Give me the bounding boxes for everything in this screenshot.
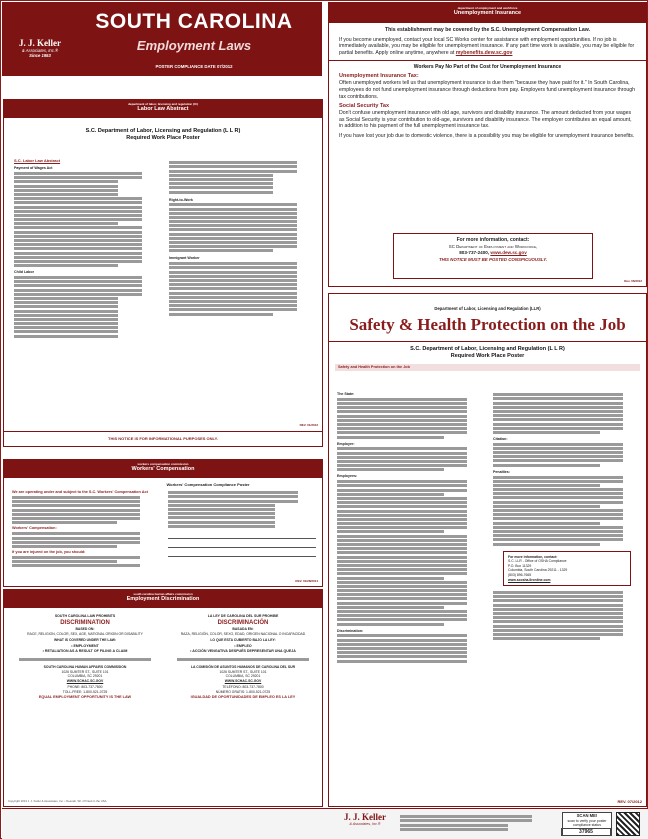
contact-title: For more information, contact: xyxy=(456,237,530,243)
workers-comp-left-column xyxy=(12,490,158,582)
safety-right-column xyxy=(493,392,641,796)
poster-code: 37965 xyxy=(561,828,611,836)
labor-law-title: Labor Law Abstract xyxy=(137,106,189,112)
unemployment-panel xyxy=(328,2,647,287)
unemployment-title: Unemployment Insurance xyxy=(453,10,522,16)
workers-comp-dept: workers compensation commission xyxy=(137,462,189,466)
workers-comp-employee-title: Workers' Compensation: xyxy=(12,526,57,531)
contact-phone: 803-737-2400, xyxy=(459,250,490,255)
scan-label: SCAN ME! xyxy=(576,813,598,818)
logo-subtitle: & Associates, Inc.® xyxy=(21,48,59,53)
es-website[interactable]: WWW.SCHAC.SC.GOV xyxy=(224,678,262,683)
domestic-violence-text: If you have lost your job due to domestic violence, there is a possibility you may be eligible for unemployment insurance benefits. xyxy=(339,132,635,139)
es-slogan: IGUALDAD DE OPORTUNIDADES DE EMPLEO ES LA LEY xyxy=(190,695,296,699)
sub-penalties: Penalties: xyxy=(493,469,510,474)
wages-title: Payment of Wages Act xyxy=(14,166,53,171)
immigrant-worker-title: Immigrant Worker xyxy=(169,256,200,261)
ss-tax-text: Don't confuse unemployment insurance with old age, survivors and disability insurance. The amount deducted from your wages as Social Security is your contribution to old-age, survivors and disability insurance. The employer contributes an equal amount, in addition to his payment of the full unemployment insurance tax. xyxy=(339,110,632,130)
en-list: RACE, RELIGION, COLOR, SEX, AGE, NATIONAL ORIGIN OR DISABILITY xyxy=(27,632,143,636)
discrimination-title: Employment Discrimination xyxy=(126,596,200,602)
es-item-retaliation: • ACCIÓN VENGATIVA DESPUÉS DEPRESENTAR UNA QUEJA xyxy=(190,648,296,653)
workers-comp-injured-title: If you are injured on the job, you should: xyxy=(12,549,86,554)
safety-contact-web[interactable]: www.scosha.llronline.com xyxy=(508,577,551,582)
logo-mark: J. J. Keller xyxy=(19,38,61,48)
unemployment-contact-box xyxy=(393,233,593,279)
contact-org: SC Department of Employment and Workforce, xyxy=(448,244,538,249)
safety-contact-box-po: P.O. Box 11329 xyxy=(508,563,532,568)
workers-comp-right-title: Workers' Compensation Compliance Poster xyxy=(166,482,250,487)
jjkeller-logo xyxy=(16,39,64,73)
es-item-employment: • EMPLEO xyxy=(234,643,252,648)
safety-title: Safety & Health Protection on the Job xyxy=(349,315,626,335)
footer-logo-sub: & Associates, Inc.® xyxy=(349,822,381,826)
safety-contact-box xyxy=(503,551,631,587)
sub-state: The State: xyxy=(337,392,355,396)
ss-tax-title: Social Security Tax xyxy=(339,103,390,110)
es-tollfree: NÚMERO GRATIS: 1-800-521-0725 xyxy=(215,689,271,694)
es-phone: TELÉFONO: 803-737-7800 xyxy=(222,684,264,689)
ui-tax-title: Unemployment Insurance Tax: xyxy=(339,73,419,80)
workers-comp-panel xyxy=(3,459,323,587)
safety-contact-city: Columbia, South Carolina 29211 - 1329 xyxy=(508,568,568,573)
workers-comp-revision: REV. 01/28/2014 xyxy=(295,579,318,584)
discrimination-english xyxy=(10,614,160,794)
footer-logo xyxy=(338,812,392,838)
ui-tax-text: Often unemployed workers tell us that unemployment insurance is due them "because they have paid for it." In South Carolina, employees do not fund unemployment insurance through deductions from pay. Employers fund unemployment insurance through tax contributions. xyxy=(339,80,636,100)
labor-law-heading2: Required Work Place Poster xyxy=(126,135,200,141)
es-list: RAZA, RELIGIÓN, COLOR, SEXO, EDAD, ORIGEN NACIONAL O INCAPACIDAD xyxy=(180,632,306,636)
es-basis: BASADA EN: xyxy=(232,627,254,631)
labor-law-bar xyxy=(4,100,322,118)
poster-subtitle: Employment Laws xyxy=(136,38,252,53)
state-title: SOUTH CAROLINA xyxy=(95,10,293,33)
compliance-date: POSTER COMPLIANCE DATE 07/2012 xyxy=(155,64,233,69)
safety-contact-org: S.C. LLR - Office of OSHA Compliance xyxy=(508,559,567,564)
unemployment-bar xyxy=(329,3,646,23)
workers-pay-heading: Workers Pay No Part of the Cost for Unemployment Insurance xyxy=(413,64,562,71)
sub-employees: Employees: xyxy=(337,474,358,479)
discrimination-bar xyxy=(4,590,322,608)
poster-header xyxy=(2,2,322,76)
en-slogan: EQUAL EMPLOYMENT OPPORTUNITY IS THE LAW xyxy=(38,695,132,699)
en-item-employment: • EMPLOYMENT xyxy=(71,643,99,648)
en-discrimination: DISCRIMINATION xyxy=(60,620,110,626)
labor-law-left-column xyxy=(14,158,159,420)
unemployment-intro xyxy=(339,37,636,57)
safety-section-title: Safety and Health Protection on the Job xyxy=(335,364,640,371)
es-address: 1026 SUMTER ST., SUITE 101 xyxy=(219,669,267,674)
scan-text: scan to verify your poster compliance status xyxy=(567,819,607,828)
informational-note: THIS NOTICE IS FOR INFORMATIONAL PURPOSES ONLY. xyxy=(4,431,322,446)
labor-law-panel xyxy=(3,99,323,447)
safety-contact-phone: (803) 896-7665 xyxy=(508,572,532,577)
discrimination-spanish xyxy=(168,614,318,794)
workers-comp-title: Workers' Compensation xyxy=(131,466,195,472)
en-website[interactable]: WWW.SCHAC.SC.GOV xyxy=(66,678,104,683)
en-address: 1026 SUMTER ST., SUITE 101 xyxy=(61,669,109,674)
right-to-work-title: Right-to-Work xyxy=(169,197,193,202)
workers-comp-right-column xyxy=(168,490,316,582)
es-agency: LA LEY DE CAROLINA DEL SUR PROHIBE xyxy=(207,614,279,618)
labor-law-revision: REV. 01/2012 xyxy=(299,423,318,428)
discrimination-panel xyxy=(3,589,323,807)
safety-revision: REV. 07/2012 xyxy=(617,798,642,804)
footer-logo-mark: J. J. Keller xyxy=(344,812,386,822)
en-covered: WHAT IS COVERED UNDER THE LAW: xyxy=(53,637,117,642)
safety-contact-title: For more information, contact: xyxy=(508,554,558,559)
sub-discrimination: Discrimination: xyxy=(337,628,364,633)
contact-web[interactable]: www.dew.sc.gov xyxy=(490,250,527,255)
labor-law-dept: department of labor, licensing and regulation (llr) xyxy=(128,102,198,106)
poster-footer xyxy=(2,808,648,839)
en-org: SOUTH CAROLINA HUMAN AFFAIRS COMMISSION xyxy=(43,664,127,669)
logo-since: Since 1953 xyxy=(29,53,51,58)
sub-employer: Employer: xyxy=(337,441,355,446)
safety-heading2: Required Work Place Poster xyxy=(450,353,525,360)
es-discrimination: DISCRIMINACIÓN xyxy=(217,620,269,626)
workers-comp-bar xyxy=(4,460,322,478)
en-agency: SOUTH CAROLINA LAW PROHIBITS xyxy=(54,614,116,618)
must-post-note: THIS NOTICE MUST BE POSTED CONSPICUOUSLY. xyxy=(438,257,548,262)
es-org: LA COMISIÓN DE ASUNTOS HUMANOS DE CAROLINA DEL SUR xyxy=(190,664,296,669)
footer-fineprint xyxy=(400,814,550,832)
labor-law-heading: S.C. Department of Labor, Licensing and Regulation (L L R) xyxy=(85,128,241,134)
labor-law-right-column xyxy=(169,160,314,422)
qr-code-icon[interactable] xyxy=(616,812,640,836)
en-item-retaliation: • RETALIATION AS A RESULT OF FILING A CLAIM xyxy=(42,648,128,653)
child-labor-title: Child Labor xyxy=(14,270,34,275)
unemployment-intro-bold: This establishment may be covered by the S.C. Unemployment Compensation Law. xyxy=(384,27,591,33)
safety-heading: S.C. Department of Labor, Licensing and Regulation (L L R) xyxy=(410,346,565,353)
benefits-link[interactable]: mybenefits.dew.sc.gov xyxy=(455,49,513,56)
en-basis: BASED ON: xyxy=(75,627,95,631)
labor-law-section-title: S.C. Labor Law Abstract xyxy=(14,158,61,163)
unemployment-dept: department of employment and workforce xyxy=(457,6,518,10)
sub-citation: Citation: xyxy=(493,436,508,441)
en-city: COLUMBIA, SC 29201 xyxy=(67,674,103,678)
unemployment-intro-text: If you become unemployed, contact your local SC Works center for assistance with employment opportunities. If no job is immediately available, you may be eligible for unemployment insurance. If any part time work is available, you may be eligible for partial benefits. Apply online anytime, anywhere at xyxy=(339,36,635,56)
en-tollfree: TOLL-FREE: 1-800-521-0725 xyxy=(62,689,108,694)
safety-left-column xyxy=(337,392,485,796)
safety-dept: Department of Labor, Licensing and Regulation (LLR) xyxy=(434,306,541,311)
discrimination-dept: south carolina human affairs commission xyxy=(133,592,193,596)
copyright: Copyright 2013 J. J. Keller & Associates, Inc. • Neenah, WI • Printed in the USA xyxy=(8,799,107,804)
workers-comp-left-title: We are operating under and subject to the S.C. Workers' Compensation Act xyxy=(12,490,148,494)
es-covered: LO QUE ESTA CUBIERTO BAJO LA LEY: xyxy=(210,637,276,642)
safety-panel xyxy=(328,293,647,807)
en-phone: PHONE: 803-737-7800 xyxy=(67,684,103,689)
unemployment-revision: Rev. 06/2012 xyxy=(624,279,642,284)
es-city: COLUMBIA, SC 29201 xyxy=(225,674,261,678)
